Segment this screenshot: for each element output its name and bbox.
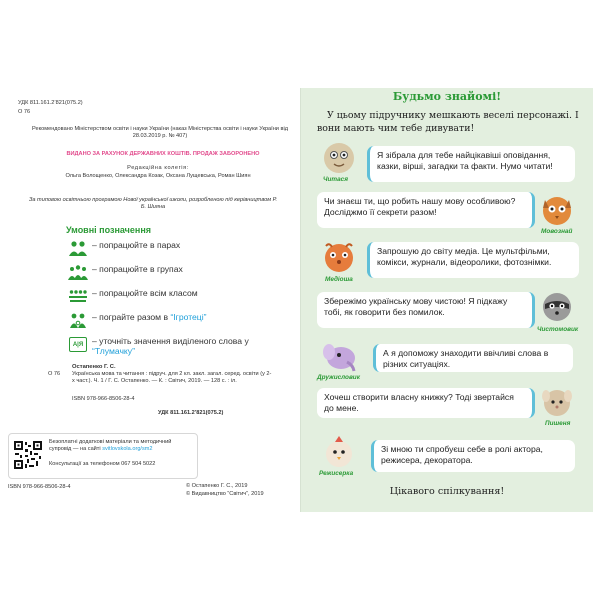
group-icon xyxy=(68,264,88,281)
right-page xyxy=(300,88,593,512)
character-name: Мовознай xyxy=(541,228,573,235)
bibliographic-description: Українська мова та читання : підруч. для 2 кл. закл. загал. серед. освіти (у 2-х част.). Ч. 1 / Г. С. Остапенко. — К. : Світич, 2019. — 128 с. : іл. xyxy=(72,371,272,385)
page-title: Будьмо знайомі! xyxy=(392,90,502,103)
qr-code-icon[interactable] xyxy=(14,441,42,469)
legend-item xyxy=(68,288,278,307)
copyright-publisher: © Видавництво “Світич”, 2019 xyxy=(186,491,264,497)
character-name: Читася xyxy=(323,176,348,183)
qr-description: Безоплатні додаткові матеріали та методичний супровід — на сайті xyxy=(49,439,172,453)
isbn-bottom: ISBN 978-966-8506-28-4 xyxy=(8,484,71,490)
left-page xyxy=(8,88,290,510)
rezhyserka-icon xyxy=(321,434,357,470)
druzhyslovyk-icon xyxy=(321,338,357,374)
character-bubble: Я зібрала для тебе найцікавіші оповідання, казки, вірші, загадки та факти. Нумо читати! xyxy=(367,146,575,182)
qr-text xyxy=(49,439,194,453)
editorial-board-names: Ольга Волощенко, Олександра Козак, Оксана Лущевська, Роман Шиян xyxy=(65,173,251,179)
character-bubble: Збережімо українську мову чистою! Я підкажу тобі, як говорити без помилок. xyxy=(317,292,535,328)
funding-note: ВИДАНО ЗА РАХУНОК ДЕРЖАВНИХ КОШТІВ. ПРОДАЖ ЗАБОРОНЕНО xyxy=(66,151,260,157)
legend-item xyxy=(68,264,278,283)
legend-text xyxy=(92,312,207,322)
pair-icon xyxy=(68,240,88,257)
legend-title: Умовні позначення xyxy=(66,225,152,235)
legend-text xyxy=(92,336,278,356)
character-name: Дружисловик xyxy=(317,374,360,381)
character-bubble: Запрошую до світу медіа. Це мультфільми, комікси, журнали, відеоролики, фотознімки. xyxy=(367,242,579,278)
character-name: Пишеня xyxy=(545,420,571,427)
legend-text: – попрацюйте всім класом xyxy=(92,288,198,298)
character-bubble: Хочеш створити власну книжку? Тоді звертайся до мене. xyxy=(317,388,535,418)
legend-text: – попрацюйте в парах xyxy=(92,240,181,250)
legend-item xyxy=(68,312,278,331)
pyshenia-icon xyxy=(539,384,575,420)
udk-bottom: УДК 811.161.2’821(075.2) xyxy=(158,410,224,416)
closing-text: Цікавого спілкування! xyxy=(389,486,505,497)
class-icon xyxy=(68,288,88,305)
legend-item xyxy=(68,336,278,360)
copyright-author: © Остапенко Г. С., 2019 xyxy=(186,483,248,489)
legend-item xyxy=(68,240,278,259)
igroteka-link: “Ігротеці” xyxy=(170,312,207,322)
character-name: Чистомовик xyxy=(537,326,579,333)
legend-text: – попрацюйте в групах xyxy=(92,264,183,274)
tlumachok-link: “Тлумачку” xyxy=(92,346,135,356)
character-bubble: Чи знаєш ти, що робить нашу мову особливою? Досліджмо її секрети разом! xyxy=(317,192,535,228)
chystomovyk-icon xyxy=(539,288,575,324)
isbn-small: ISBN 978-966-8506-28-4 xyxy=(72,396,135,402)
character-name: Медіоша xyxy=(325,276,353,283)
character-bubble: Зі мною ти спробуєш себе в ролі актора, режисера, декоратора. xyxy=(371,440,575,472)
dictionary-icon xyxy=(68,336,88,353)
index-code: О 76 xyxy=(18,109,31,115)
editorial-board-title: Редакційна колегія: xyxy=(127,165,189,171)
legend-text-main: – пограйте разом в xyxy=(92,312,171,322)
program-note: За типовою освітньою програмою Нової української школи, розробленою під керівництвом Р. Б. Шияна xyxy=(28,197,278,211)
intro-text: У цьому підручнику мешкають веселі персонажі. І вони мають чим тебе дивувати! xyxy=(317,110,579,134)
legend-text-main: – уточніть значення виділеного слова у xyxy=(92,336,249,346)
qr-phone: Консультації за телефоном 067 504 5022 xyxy=(49,461,156,467)
qr-site-link[interactable]: svitlovskola.org/sm2 xyxy=(102,446,153,453)
game-icon xyxy=(68,312,88,329)
character-name: Режисерка xyxy=(319,470,354,477)
chytasia-icon xyxy=(321,140,357,176)
dictionary-icon-label: А|Я xyxy=(69,337,87,352)
mediosha-icon xyxy=(321,240,357,276)
recommendation-note: Рекомендовано Міністерством освіти і науки України (наказ Міністерства освіти і науки України від 28.03.2019 р. № 407) xyxy=(32,126,288,140)
author-index-code: О 76 xyxy=(48,371,61,377)
qr-block xyxy=(8,433,198,479)
udk-code: УДК 811.161.2’821(075.2) xyxy=(18,100,83,106)
character-bubble: А я допоможу знаходити ввічливі слова в різних ситуаціях. xyxy=(373,344,573,372)
author-name: Остапенко Г. С. xyxy=(72,364,116,370)
movoznai-icon xyxy=(539,192,575,228)
legend xyxy=(68,240,278,365)
